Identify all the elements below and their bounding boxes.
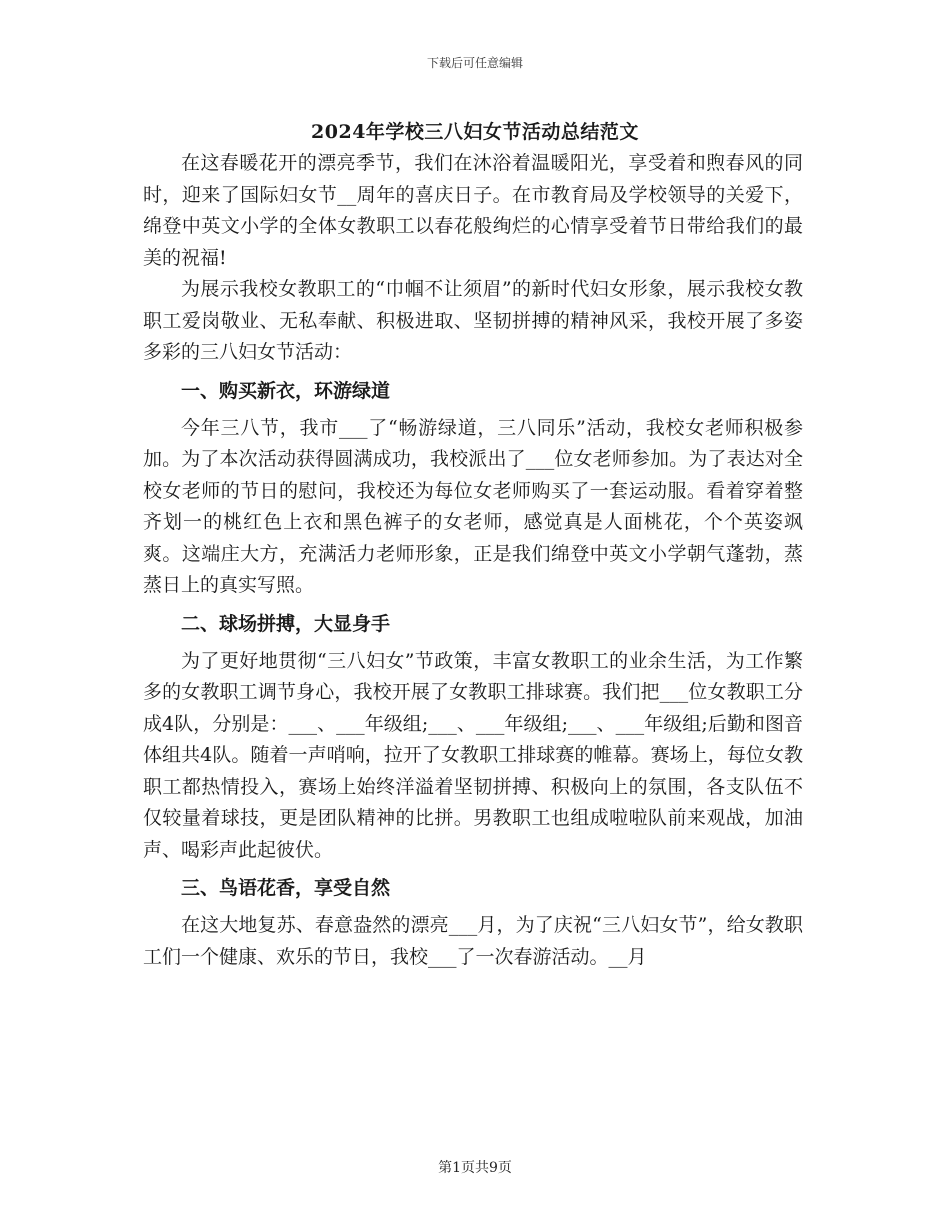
paragraph-section-1: 今年三八节，我市___了“畅游绿道，三八同乐”活动，我校女老师积极参加。为了本次活动获得圆满成功，我校派出了___位女老师参加。为了表达对全校女老师的节日的慰问，我校还为每位女老师购买了一套运动服。看着穿着整齐划一的桃红色上衣和黑色裤子的女老师，感觉真是人面桃花，个个英姿飒爽。这端庄大方，充满活力老师形象，正是我们绵登中英文小学朝气蓬勃，蒸蒸日上的真实写照。 <box>143 416 803 596</box>
paragraph-section-2: 为了更好地贯彻“三八妇女”节政策，丰富女教职工的业余生活，为工作繁多的女教职工调节身心，我校开展了女教职工排球赛。我们把___位女教职工分成4队，分别是：___、___年级组;___、___年级组;___、___年级组;后勤和图音体组共4队。随着一声哨响，拉开了女教职工排球赛的帷幕。赛场上，每位女教职工都热情投入，赛场上始终洋溢着坚韧拼搏、积极向上的氛围，各支队伍不仅较量着球技，更是团队精神的比拼。男教职工也组成啦啦队前来观战，加油声、喝彩声此起彼伏。 <box>143 649 803 861</box>
section-heading-2: 二、球场拼搏，大显身手 <box>181 612 391 635</box>
page-number: 第1页共9页 <box>438 1160 512 1176</box>
paragraph-intro: 在这春暖花开的漂亮季节，我们在沐浴着温暖阳光，享受着和煦春风的同时，迎来了国际妇女节__周年的喜庆日子。在市教育局及学校领导的关爱下，绵登中英文小学的全体女教职工以春花般绚烂的心情享受着节日带给我们的最美的祝福! <box>143 152 803 269</box>
paragraph-purpose: 为展示我校女教职工的“巾帼不让须眉”的新时代妇女形象，展示我校女教职工爱岗敬业、无私奉献、积极进取、坚韧拼搏的精神风采，我校开展了多姿多彩的三八妇女节活动： <box>143 278 803 363</box>
section-heading-1: 一、购买新衣，环游绿道 <box>181 379 391 402</box>
header-note: 下载后可任意编辑 <box>426 56 523 70</box>
document-body <box>143 148 803 973</box>
document-title: 2024年学校三八妇女节活动总结范文 <box>311 121 639 143</box>
section-heading-3: 三、鸟语花香，享受自然 <box>181 877 391 899</box>
paragraph-section-3: 在这大地复苏、春意盎然的漂亮___月，为了庆祝“三八妇女节”，给女教职工们一个健康、欢乐的节日，我校___了一次春游活动。__月 <box>143 914 803 968</box>
